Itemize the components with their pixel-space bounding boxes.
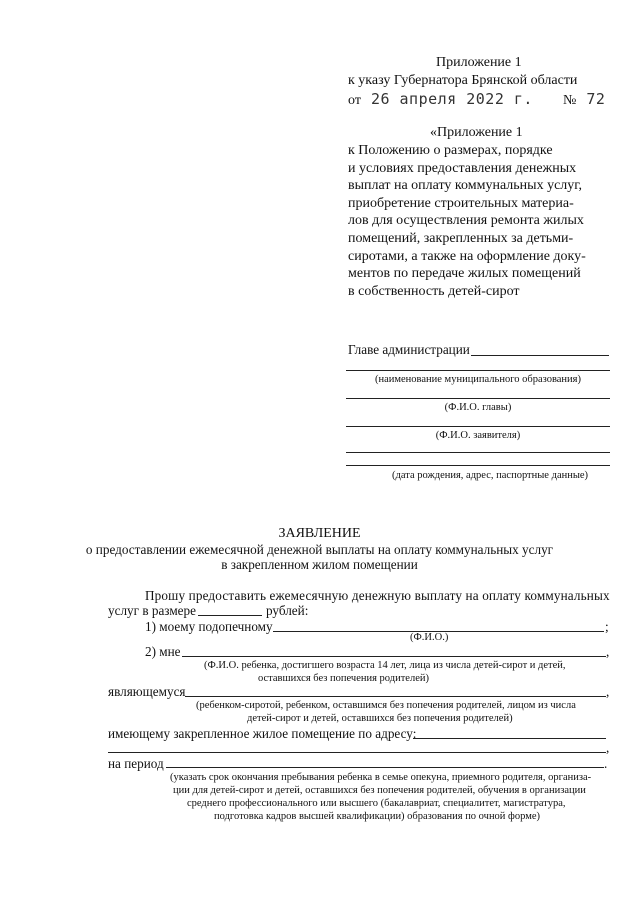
status-hint-2: детей-сирот и детей, оставшихся без попечения родителей) <box>247 713 513 724</box>
ward-label: 1) моему подопечному <box>145 619 273 634</box>
statement-title: ЗАЯВЛЕНИЕ <box>278 526 361 541</box>
child-hint-2: оставшихся без попечения родителей) <box>258 673 429 684</box>
appendix2-line: и условиях предоставления денежных <box>348 160 577 176</box>
municipality-field[interactable] <box>346 370 610 371</box>
applicant-hint: (Ф.И.О. заявителя) <box>435 430 521 441</box>
being-label: являющемуся <box>108 684 186 699</box>
appendix2-line: сиротами, а также на оформление доку- <box>348 248 586 264</box>
period-dot: . <box>604 756 608 771</box>
appendix2-line: в собственность детей-сирот <box>348 283 520 299</box>
appendix2-line: выплат на оплату коммунальных услуг, <box>348 178 582 194</box>
period-hint-1: (указать срок окончания пребывания ребенка в семье опекуна, приемного родителя, организа- <box>170 772 592 783</box>
appendix2-line: лов для осуществления ремонта жилых <box>348 213 584 229</box>
date-prefix: от <box>348 93 361 108</box>
amount-field[interactable] <box>198 615 262 616</box>
housing-comma: , <box>606 740 610 755</box>
appendix2-text <box>348 142 586 300</box>
housing-field-2[interactable] <box>108 752 606 753</box>
appendix2-line: ментов по передаче жилых помещений <box>348 266 581 282</box>
request-line-2b: рублей: <box>266 603 309 618</box>
details-hint: (дата рождения, адрес, паспортные данные) <box>392 470 589 481</box>
number-label: № <box>562 93 577 108</box>
appendix-decree: к указу Губернатора Брянской области <box>348 73 578 88</box>
ward-semicolon: ; <box>605 619 609 634</box>
appendix-date-row <box>348 90 605 110</box>
housing-label: имеющему закрепленное жилое помещение по адресу: <box>108 726 417 741</box>
municipality-hint: (наименование муниципального образования) <box>374 374 582 385</box>
date-stamp: 26 апреля 2022 г. <box>370 90 533 108</box>
me-comma: , <box>606 644 610 659</box>
period-hint-2: ции для детей-сирот и детей, оставшихся без попечения родителей, обучения в организации <box>173 785 586 796</box>
appendix2-line: к Положению о размерах, порядке <box>348 143 553 158</box>
appendix-title: Приложение 1 <box>436 55 522 70</box>
head-field[interactable] <box>471 355 609 356</box>
child-hint-1: (Ф.И.О. ребенка, достигшего возраста 14 лет, лица из числа детей-сирот и детей, <box>204 660 566 671</box>
head-name-hint: (Ф.И.О. главы) <box>444 402 512 413</box>
period-field[interactable] <box>166 767 604 768</box>
statement-subtitle-1: о предоставлении ежемесячной денежной выплаты на оплату коммунальных услуг <box>85 542 554 557</box>
head-name-field[interactable] <box>346 398 610 399</box>
request-line-2a: услуг в размере <box>108 603 196 618</box>
head-label: Главе администрации <box>348 342 470 357</box>
housing-field-1[interactable] <box>413 738 606 739</box>
period-label: на период <box>108 756 164 771</box>
period-hint-3: среднего профессионального или высшего (бакалавриат, специалитет, магистратура, <box>187 798 566 809</box>
me-field[interactable] <box>182 656 606 657</box>
details-field-2[interactable] <box>346 465 610 466</box>
applicant-field[interactable] <box>346 426 610 427</box>
period-hint-4: подготовка кадров высшей квалификации) образования по очной форме) <box>214 811 541 822</box>
being-comma: , <box>606 684 610 699</box>
status-field[interactable] <box>185 696 606 697</box>
details-field-1[interactable] <box>346 452 610 453</box>
status-hint-1: (ребенком-сиротой, ребенком, оставшимся без попечения родителей, лицом из числа <box>196 700 576 711</box>
me-label: 2) мне <box>145 644 181 659</box>
appendix2-line: помещений, закрепленных за детьми- <box>348 230 574 246</box>
fio-hint: (Ф.И.О.) <box>410 632 449 643</box>
request-line-1: Прошу предоставить ежемесячную денежную выплату на оплату коммунальных <box>145 588 610 603</box>
appendix2-title: «Приложение 1 <box>430 125 523 140</box>
appendix2-line: приобретение строительных материа- <box>348 195 574 211</box>
number-stamp: 72 <box>586 90 606 108</box>
statement-subtitle-2: в закрепленном жилом помещении <box>221 557 418 572</box>
